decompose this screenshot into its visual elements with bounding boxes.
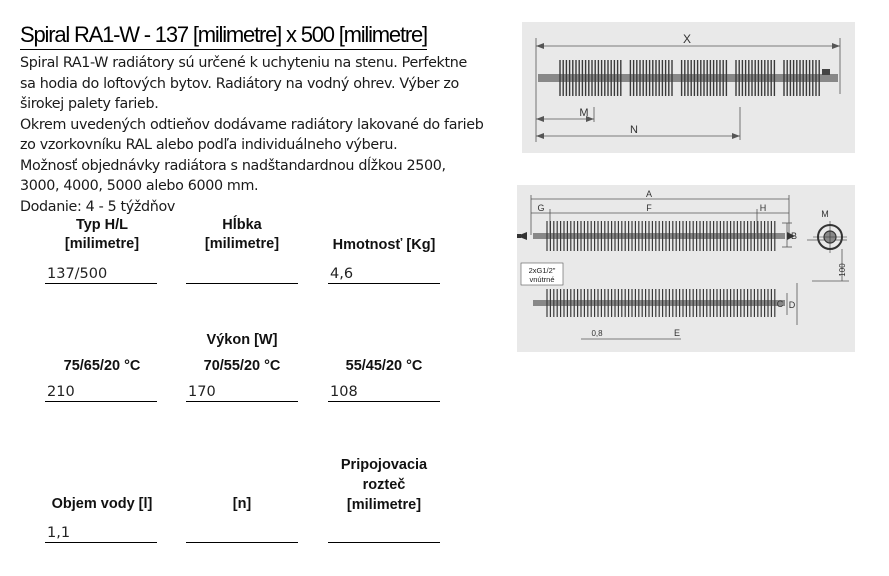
header-depth: Hĺbka [milimetre] xyxy=(204,217,280,252)
description-line: Spiral RA1-W radiátory sú určené k uchyteniu na stenu. Perfektne xyxy=(20,55,467,71)
description-line: širokej palety farieb. xyxy=(20,96,159,112)
dim-x-label: X xyxy=(682,32,692,46)
thread-note-label: vnútrné xyxy=(529,275,555,284)
product-description xyxy=(20,53,490,217)
page-title: Spiral RA1-W - 137 [milimetre] x 500 [milimetre] xyxy=(20,22,427,50)
radiator-dimension-diagram xyxy=(517,185,855,352)
value-water-volume: 1,1 xyxy=(45,523,157,543)
header-type: Typ H/L [milimetre] xyxy=(64,217,140,252)
dim-m-label: M xyxy=(821,209,829,219)
value-type: 137/500 xyxy=(45,264,157,284)
dim-a-label: A xyxy=(645,189,653,199)
length-diagram-svg xyxy=(522,22,855,153)
dim-c-label: C xyxy=(776,299,784,309)
description-line: Možnosť objednávky radiátora s nadštandardnou dĺžkou 2500, xyxy=(20,157,446,174)
dim-b-label: B xyxy=(790,231,798,241)
header-n: [n] xyxy=(232,496,252,512)
description-line: Okrem uvedených odtieňov dodávame radiátory lakované do farieb xyxy=(20,116,484,133)
radiator-length-diagram xyxy=(522,22,855,153)
header-temp-3: 55/45/20 °C xyxy=(345,358,423,374)
dim-h-label: H xyxy=(759,203,767,213)
dim-n-label: N xyxy=(630,124,638,136)
dim-f-label: F xyxy=(646,203,652,213)
description-line: Dodanie: 4 - 5 týždňov xyxy=(20,198,175,215)
header-connection-spacing: Pripojovacia rozteč [milimetre] xyxy=(340,457,428,513)
dim-gap-label: 0,8 xyxy=(591,329,603,338)
header-water-volume: Objem vody [l] xyxy=(51,496,153,512)
description-line: 3000, 4000, 5000 alebo 6000 mm. xyxy=(20,178,259,194)
description-line: zo vzorkovníku RAL alebo podľa individuálneho výberu. xyxy=(20,137,398,153)
value-depth xyxy=(186,264,298,284)
header-temp-1: 75/65/20 °C xyxy=(63,358,141,374)
dimension-diagram-svg xyxy=(517,185,855,352)
header-temp-2: 70/55/20 °C xyxy=(203,358,281,374)
value-power-1: 210 xyxy=(45,382,157,402)
description-line: sa hodia do loftových bytov. Radiátory na vodný ohrev. Výber zo xyxy=(20,75,459,92)
value-n xyxy=(186,523,298,543)
dim-g-label: G xyxy=(537,203,545,213)
dim-m-label: M xyxy=(579,107,589,119)
dim-100-label: 100 xyxy=(838,263,847,277)
thread-label: 2xG1/2" xyxy=(528,266,556,275)
dim-d-label: D xyxy=(788,300,796,310)
header-power: Výkon [W] xyxy=(206,332,278,348)
value-weight: 4,6 xyxy=(328,264,440,284)
value-power-2: 170 xyxy=(186,382,298,402)
header-weight: Hmotnosť [Kg] xyxy=(332,237,436,253)
value-connection-spacing xyxy=(328,523,440,543)
dim-e-label: E xyxy=(673,328,681,338)
value-power-3: 108 xyxy=(328,382,440,402)
